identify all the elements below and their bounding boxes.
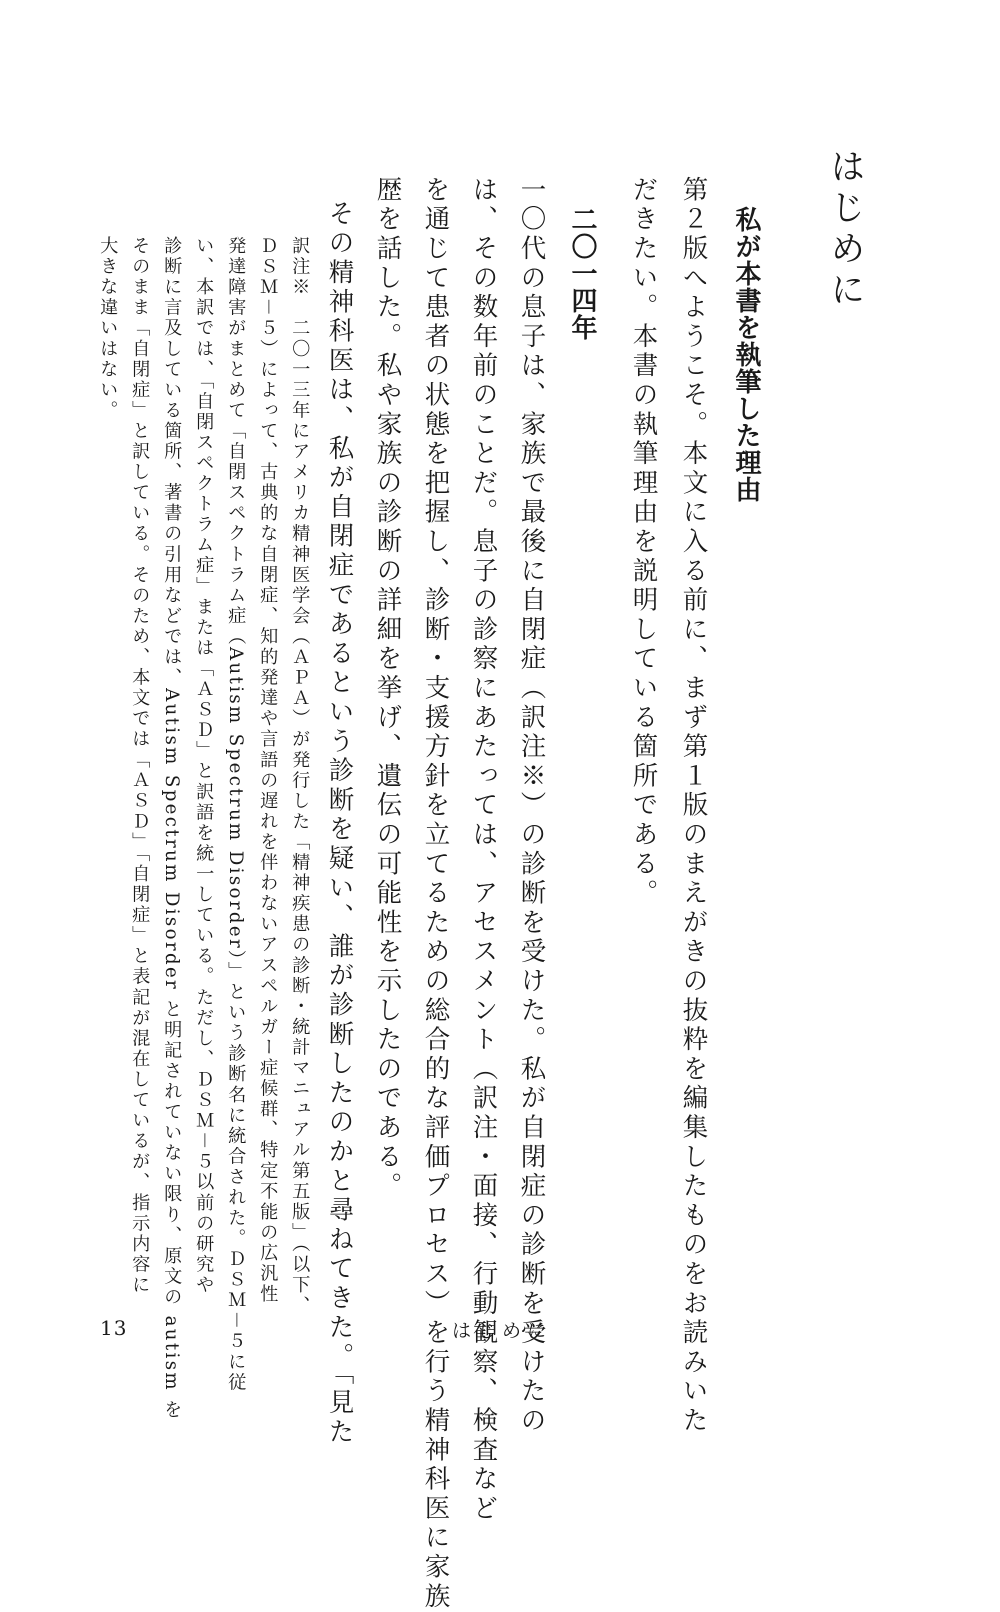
section-heading-reason: 私が本書を執筆した理由 [731, 206, 761, 503]
body-line: を通じて患者の状態を把握し、診断・支援方針を立てるための総合的な評価プロセス）を行う精神科医に家族 [420, 176, 451, 1612]
section-heading-2014: 二〇一四年 [567, 206, 597, 341]
body-line: 歴を話した。私や家族の診断の詳細を挙げ、遺伝の可能性を示したのである。 [372, 176, 403, 1202]
translator-note-line: 診断に言及している箇所、著書の引用などでは、Autism Spectrum Disorder と明記されていない限り、原文の autism を [161, 236, 183, 1421]
body-line: その精神科医は、私が自閉症であるという診断を疑い、誰が診断したのかと尋ねてきた。「見た [324, 200, 355, 1448]
translator-note-line: 発達障害がまとめて「自閉スペクトラム症（Autism Spectrum Disorder）」という診断名に統合された。ＤＳＭ－５に従 [225, 236, 247, 1393]
translator-note-line: 訳注※ 二〇一三年にアメリカ精神医学会（ＡＰＡ）が発行した「精神疾患の診断・統計マニュアル第五版」（以下、 [289, 236, 311, 1317]
body-line: 一〇代の息子は、家族で最後に自閉症（訳注※）の診断を受けた。私が自閉症の診断を受けたの [516, 176, 547, 1436]
translator-note-line: そのまま「自閉症」と訳している。そのため、本文では「ＡＳＤ」「自閉症」と表記が混在しているが、指示内容に [129, 236, 151, 1296]
running-head: はじめに [452, 1320, 553, 1342]
translator-note-line: い、本訳では、「自閉スペクトラム症」または「ＡＳＤ」と訳語を統一している。ただし、ＤＳＭ－５以前の研究や [193, 236, 215, 1296]
body-line: だきたい。本書の執筆理由を説明している箇所である。 [628, 176, 659, 909]
body-line: は、その数年前のことだ。息子の診察にあたっては、アセスメント（訳注・面接、行動観察、検査など [468, 176, 499, 1524]
translator-note-line: 大きな違いはない。 [97, 236, 119, 421]
chapter-title: はじめに [825, 148, 865, 312]
page-number: 13 [100, 1316, 128, 1340]
translator-note-line: ＤＳＭ－５）によって、古典的な自閉症、知的発達や言語の遅れを伴わないアスペルガー症候群、特定不能の広汎性 [257, 236, 279, 1305]
body-line: 第２版へようこそ。本文に入る前に、まず第１版のまえがきの抜粋を編集したものをお読みいた [678, 176, 709, 1436]
